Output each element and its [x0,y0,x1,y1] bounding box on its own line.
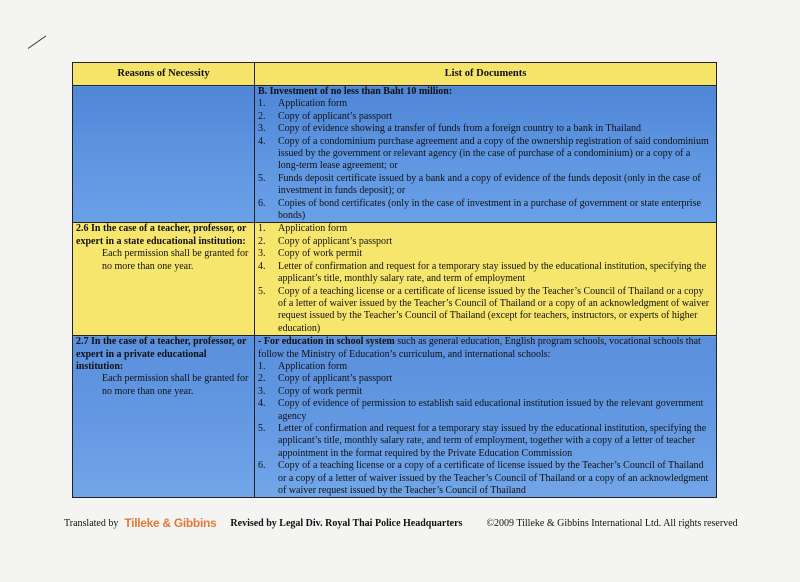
list-item [258,373,713,385]
list-item [258,460,713,497]
item-text: Copy of applicant’s passport [278,373,393,385]
item-number: 4. [258,398,266,410]
table-row [73,86,717,223]
document-list [258,361,713,497]
reason-cell [73,223,255,336]
item-number: 4. [258,135,266,147]
item-number: 3. [258,248,266,260]
item-text: Copy of a condominium purchase agreement and a copy of the ownership registration of said condominium issued by the government or relevant agency (in the case of purchase of a condominium) or a copy of a long-term lease agreement; or [278,135,709,172]
item-number: 3. [258,385,266,397]
list-item [258,248,713,260]
item-number: 5. [258,422,266,434]
documents-cell [255,336,717,498]
list-item [258,173,713,198]
lead-rest: such as general education, English program schools, vocational schools that follow the Ministry of Education’s curriculum, and international schools: [258,336,701,360]
list-item [258,236,713,248]
condition-title: 2.6 In the case of a teacher, professor, or expert in a state educational institution: [76,223,247,247]
reason-cell-empty [73,86,255,223]
condition-title: 2.7 In the case of a teacher, professor, or expert in a private educational institution: [76,336,247,372]
condition-body: Each permission shall be granted for no more than one year. [102,373,249,397]
section-heading: B. Investment of no less than Baht 10 million: [258,86,453,97]
document-list [258,223,713,335]
item-text: Copy of applicant’s passport [278,110,393,122]
item-number: 5. [258,172,266,184]
education-lead [258,336,713,361]
condition-body: Each permission shall be granted for no more than one year. [102,248,249,272]
item-number: 5. [258,285,266,297]
item-number: 6. [258,197,266,209]
item-number: 1. [258,223,266,235]
item-text: Copy of evidence of permission to establish said educational institution issued by the relevant government agency [278,398,704,422]
list-item [258,398,713,423]
item-text: Copies of bond certificates (only in the case of investment in a purchase of government or state enterprise bonds) [278,197,701,222]
reason-cell [73,336,255,498]
list-item [258,361,713,373]
documents-cell [255,86,717,223]
item-number: 4. [258,260,266,272]
table-row [73,223,717,336]
item-text: Application form [278,360,348,372]
item-text: Copy of evidence showing a transfer of funds from a foreign country to a bank in Thailand [278,123,642,135]
item-text: Funds deposit certificate issued by a bank and a copy of evidence of the funds deposit (only in the case of investment in funds deposit); or [278,172,701,197]
header-documents: List of Documents [255,63,717,86]
list-item [258,386,713,398]
item-text: Copy of work permit [278,385,363,397]
list-item [258,286,713,336]
item-text: Application form [278,223,348,235]
pen-mark [28,35,47,48]
list-item [258,123,713,135]
list-item [258,111,713,123]
table-row [73,336,717,498]
item-text: Copy of work permit [278,248,363,260]
documents-table [72,62,717,498]
lead-bold: - For education in school system [258,336,395,348]
header-reasons: Reasons of Necessity [73,63,255,86]
item-text: Letter of confirmation and request for a temporary stay issued by the educational institution, specifying the applicant’s title, monthly salary rate, and term of employment, together with a copy of a letter of teacher appointment in the format required by the Private Education Commission [278,422,707,459]
list-item [258,261,713,286]
copyright: ©2009 Tilleke & Gibbins International Ltd. All rights reserved [486,517,738,529]
revised-by: Revised by Legal Div. Royal Thai Police Headquarters [230,517,463,529]
document-list [258,98,713,222]
item-number: 2. [258,373,266,385]
item-number: 2. [258,235,266,247]
item-text: Copy of a teaching license or a copy of a certificate of license issued by the Teacher’s Council of Thailand or a copy of a letter of waiver issued by the Teacher’s Council of Thailand or a copy of an acknowledgment of waiver request issued by the Teacher’s Council of Thailand [278,460,709,496]
item-number: 1. [258,98,266,110]
item-text: Copy of applicant’s passport [278,235,393,247]
documents-cell [255,223,717,336]
item-number: 2. [258,110,266,122]
item-number: 6. [258,460,266,472]
list-item [258,198,713,223]
header-row [73,63,717,86]
item-text: Application form [278,98,348,110]
list-item [258,136,713,173]
item-number: 3. [258,123,266,135]
list-item [258,423,713,460]
firm-logo: Tilleke & Gibbins [124,516,217,530]
item-number: 1. [258,360,266,372]
item-text: Letter of confirmation and request for a temporary stay issued by the educational institution, specifying the applicant’s title, monthly salary rate, and term of employment [278,260,707,285]
translated-by: Translated by [64,517,119,529]
list-item [258,223,713,235]
list-item [258,98,713,110]
item-text: Copy of a teaching license or a certificate of license issued by the Teacher’s Council of Thailand or a copy of a letter of waiver issued by the Teacher’s Council of Thailand or a copy of an acknowledgment of waiver request issued by the Teacher’s Council of Thailand (except for teachers, instructors, or experts of higher education) [278,285,710,334]
page-footer [64,516,754,530]
